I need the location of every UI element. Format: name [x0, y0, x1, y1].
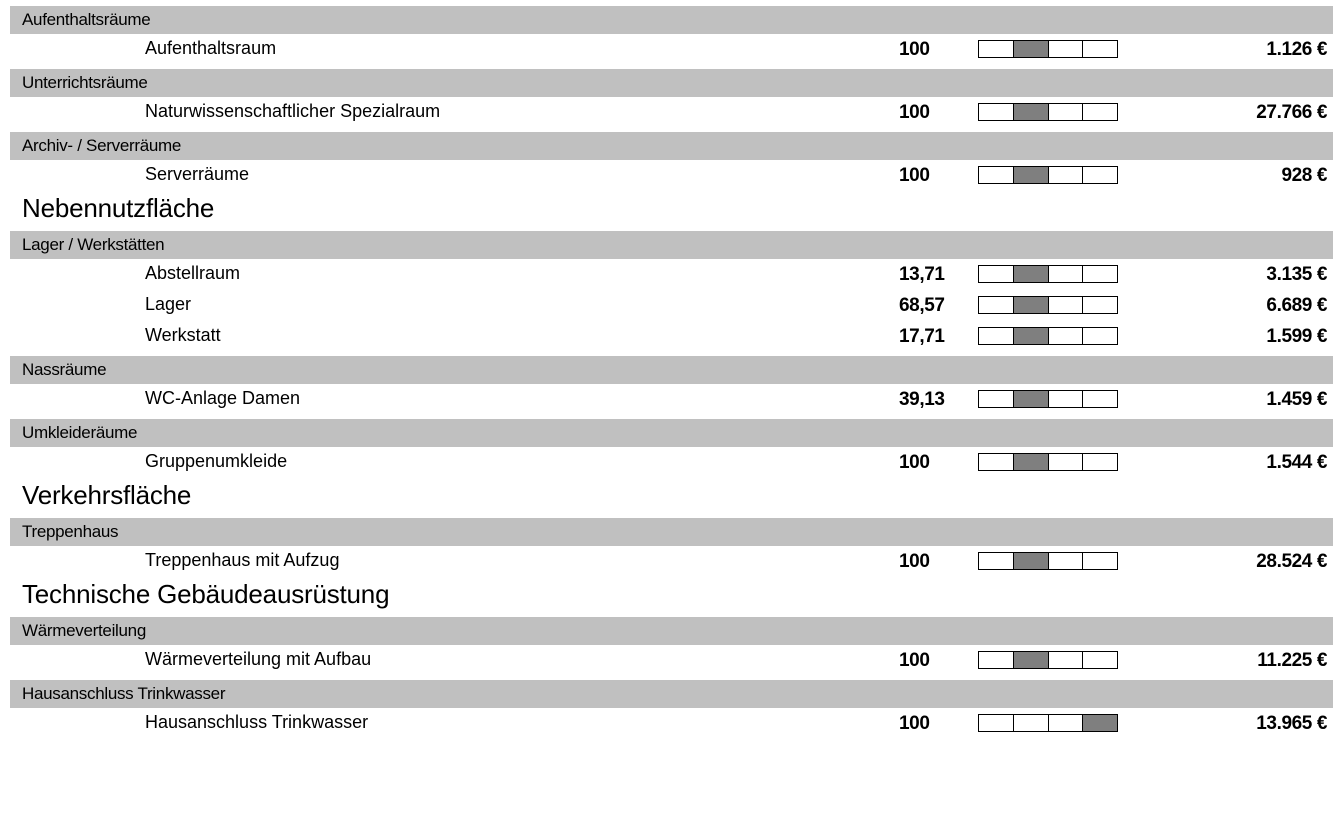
- section-title: Verkehrsfläche: [22, 480, 192, 510]
- category-header: Archiv- / Serverräume: [10, 132, 1333, 160]
- room-name: Wärmeverteilung mit Aufbau: [145, 649, 372, 669]
- quantity-value: 100: [899, 551, 930, 572]
- quantity-value: 100: [899, 650, 930, 671]
- quantity-value: 100: [899, 713, 930, 734]
- table-row: [0, 647, 1343, 677]
- room-name: Aufenthaltsraum: [145, 38, 277, 58]
- rating-bar-segment: [1049, 297, 1084, 313]
- room-name: Hausanschluss Trinkwasser: [145, 712, 369, 732]
- cost-value: 1.459 €: [1266, 389, 1327, 410]
- category-header: Lager / Werkstätten: [10, 231, 1333, 259]
- rating-bar: [978, 453, 1118, 471]
- rating-bar: [978, 296, 1118, 314]
- rating-bar-segment: [979, 297, 1014, 313]
- rating-bar-segment: [1083, 454, 1117, 470]
- rating-bar-segment: [1083, 297, 1117, 313]
- room-name: Serverräume: [145, 164, 250, 184]
- rating-bar-segment: [979, 553, 1014, 569]
- rating-bar: [978, 166, 1118, 184]
- cost-value: 1.126 €: [1266, 39, 1327, 60]
- rating-bar-segment: [1083, 266, 1117, 282]
- cost-value: 3.135 €: [1266, 264, 1327, 285]
- rating-bar: [978, 40, 1118, 58]
- section-title: Technische Gebäudeausrüstung: [22, 579, 390, 609]
- category-header: Hausanschluss Trinkwasser: [10, 680, 1333, 708]
- rating-bar-segment: [1049, 41, 1084, 57]
- category-header: Unterrichtsräume: [10, 69, 1333, 97]
- category-header: Aufenthaltsräume: [10, 6, 1333, 34]
- rating-bar-segment: [1083, 715, 1117, 731]
- table-row: [0, 548, 1343, 578]
- room-name: Werkstatt: [145, 325, 221, 345]
- rating-bar-segment: [979, 167, 1014, 183]
- table-row: [0, 710, 1343, 740]
- room-name: WC-Anlage Damen: [145, 388, 301, 408]
- rating-bar-segment: [1014, 652, 1049, 668]
- cost-value: 6.689 €: [1266, 295, 1327, 316]
- rating-bar-segment: [979, 391, 1014, 407]
- cost-value: 28.524 €: [1256, 551, 1327, 572]
- category-header: Wärmeverteilung: [10, 617, 1333, 645]
- rating-bar-segment: [1049, 715, 1084, 731]
- rating-bar-segment: [1049, 328, 1084, 344]
- quantity-value: 17,71: [899, 326, 945, 347]
- quantity-value: 100: [899, 452, 930, 473]
- quantity-value: 39,13: [899, 389, 945, 410]
- rating-bar: [978, 327, 1118, 345]
- quantity-value: 100: [899, 165, 930, 186]
- cost-value: 27.766 €: [1256, 102, 1327, 123]
- rating-bar-segment: [979, 715, 1014, 731]
- table-row: [0, 386, 1343, 416]
- rating-bar-segment: [1014, 715, 1049, 731]
- room-name: Lager: [145, 294, 192, 314]
- room-name: Naturwissenschaftlicher Spezialraum: [145, 101, 441, 121]
- rating-bar: [978, 103, 1118, 121]
- rating-bar-segment: [1049, 391, 1084, 407]
- rating-bar-segment: [1083, 41, 1117, 57]
- rating-bar-segment: [979, 41, 1014, 57]
- room-name: Treppenhaus mit Aufzug: [145, 550, 340, 570]
- category-header: Treppenhaus: [10, 518, 1333, 546]
- quantity-value: 13,71: [899, 264, 945, 285]
- quantity-value: 68,57: [899, 295, 945, 316]
- category-header: Nassräume: [10, 356, 1333, 384]
- rating-bar: [978, 714, 1118, 732]
- rating-bar: [978, 552, 1118, 570]
- rating-bar-segment: [979, 454, 1014, 470]
- rating-bar-segment: [1049, 553, 1084, 569]
- table-row: [0, 99, 1343, 129]
- table-row: [0, 36, 1343, 66]
- table-row: [0, 162, 1343, 192]
- rating-bar-segment: [1014, 553, 1049, 569]
- category-header: Umkleideräume: [10, 419, 1333, 447]
- cost-value: 11.225 €: [1257, 650, 1327, 671]
- table-row: [0, 292, 1343, 322]
- rating-bar-segment: [1083, 553, 1117, 569]
- cost-value: 13.965 €: [1256, 713, 1327, 734]
- rating-bar: [978, 265, 1118, 283]
- rating-bar-segment: [1049, 454, 1084, 470]
- room-name: Abstellraum: [145, 263, 241, 283]
- rating-bar: [978, 651, 1118, 669]
- cost-value: 1.544 €: [1266, 452, 1327, 473]
- rating-bar-segment: [1014, 328, 1049, 344]
- rating-bar-segment: [1083, 167, 1117, 183]
- rating-bar-segment: [979, 266, 1014, 282]
- rating-bar-segment: [1049, 266, 1084, 282]
- rating-bar-segment: [1083, 652, 1117, 668]
- rating-bar-segment: [1049, 104, 1084, 120]
- rating-bar-segment: [1083, 328, 1117, 344]
- table-row: [0, 261, 1343, 291]
- table-row: [0, 323, 1343, 353]
- cost-value: 1.599 €: [1266, 326, 1327, 347]
- rating-bar: [978, 390, 1118, 408]
- quantity-value: 100: [899, 39, 930, 60]
- table-row: [0, 449, 1343, 479]
- rating-bar-segment: [1014, 167, 1049, 183]
- rating-bar-segment: [1049, 167, 1084, 183]
- rating-bar-segment: [1083, 391, 1117, 407]
- room-name: Gruppenumkleide: [145, 451, 288, 471]
- rating-bar-segment: [1014, 41, 1049, 57]
- rating-bar-segment: [1014, 104, 1049, 120]
- cost-value: 928 €: [1281, 165, 1327, 186]
- rating-bar-segment: [979, 652, 1014, 668]
- rating-bar-segment: [1014, 297, 1049, 313]
- rating-bar-segment: [1083, 104, 1117, 120]
- rating-bar-segment: [1014, 266, 1049, 282]
- rating-bar-segment: [1014, 454, 1049, 470]
- rating-bar-segment: [979, 328, 1014, 344]
- section-title: Nebennutzfläche: [22, 193, 215, 223]
- rating-bar-segment: [1014, 391, 1049, 407]
- quantity-value: 100: [899, 102, 930, 123]
- rating-bar-segment: [979, 104, 1014, 120]
- rating-bar-segment: [1049, 652, 1084, 668]
